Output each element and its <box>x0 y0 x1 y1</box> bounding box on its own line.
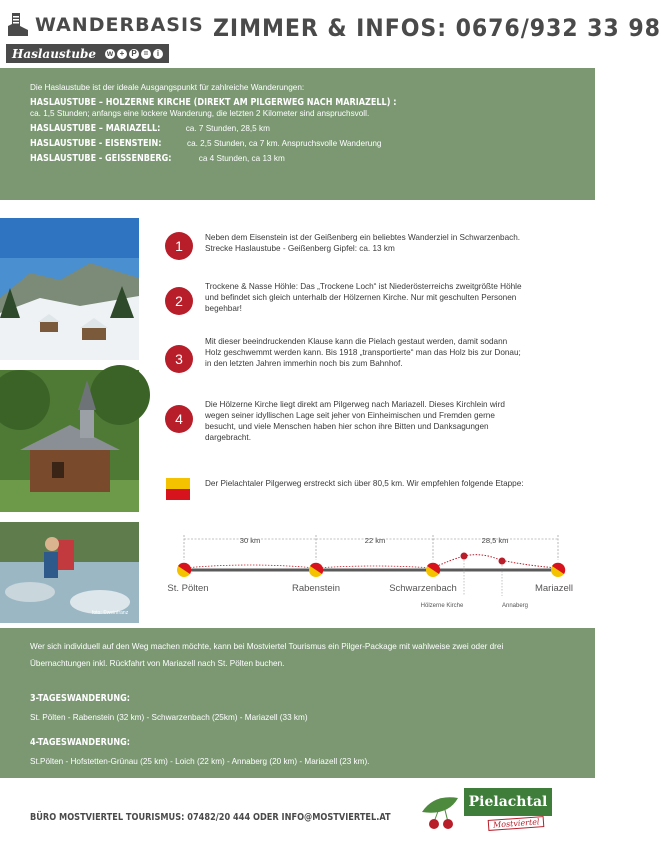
route-item <box>30 153 565 164</box>
route-diagram <box>160 530 585 615</box>
stop-marker <box>551 563 565 577</box>
stop-label: St. Pölten <box>167 583 209 594</box>
package-text: Wer sich individuell auf den Weg machen möchte, kann bei Mostviertel Tourismus ein Pilger-Package mit wahlweise zwei oder drei Übernachtungen inkl. Rückfahrt von Mariazell nach St. Pölten buchen. <box>30 642 504 668</box>
route-desc: ca. 2,5 Stunden, ca 7 km. Anspruchsvolle Wanderung <box>186 139 382 148</box>
logo-subtitle-bar <box>6 44 169 63</box>
intro-section <box>0 68 595 200</box>
route-item <box>30 97 565 119</box>
route-title: HASLAUSTUBE – MARIAZELL: <box>30 123 161 134</box>
photo-wooden-church <box>0 370 139 512</box>
route-item <box>30 123 565 134</box>
item-desc-extra: Strecke Haslaustube - Geißenberg Gipfel: ca. 13 km <box>205 244 395 253</box>
photo-hiker-stream <box>0 522 139 623</box>
stop-label: Schwarzenbach <box>389 583 457 594</box>
item-number-4: 4 <box>165 405 193 433</box>
package-section <box>0 628 595 778</box>
intro-lead: Die Haslaustube ist der ideale Ausgangspunkt für zahlreiche Wanderungen: <box>30 83 305 92</box>
item-text-4: Die Hölzerne Kirche liegt direkt am Pilgerweg nach Mariazell. Dieses Kirchlein wird wegen seiner idyllischen Lage seit jeher von Einheimischen und Fremden gerne besucht, und viele Menschen haben hier schon ihre Bitten und Danksagungen dargebracht. <box>205 400 505 442</box>
photo-winter-landscape <box>0 218 139 360</box>
stop-label: Rabenstein <box>291 583 341 594</box>
parking-icon: P <box>129 49 139 59</box>
tour-item <box>30 732 565 768</box>
item-text-1 <box>205 232 525 254</box>
bed-icon: = <box>141 49 151 59</box>
tour-title: 3-TAGESWANDERUNG: <box>30 693 131 704</box>
pilgrim-flag-icon <box>166 478 190 500</box>
tour-route: St. Pölten - Rabenstein (32 km) - Schwarzenbach (25km) - Mariazell (33 km) <box>30 713 308 722</box>
stop-marker <box>309 563 323 577</box>
segment-label: 28,5 km <box>481 536 509 545</box>
waypoint-marker <box>461 553 468 560</box>
tour-title: 4-TAGESWANDERUNG: <box>30 737 131 748</box>
route-title: HASLAUSTUBE - EISENSTEIN: <box>30 138 162 149</box>
waypoint-label: Hölzerne Kirche <box>420 603 464 609</box>
route-title: HASLAUSTUBE – HÖLZERNE KIRCHE (DIREKT AM PILGERWEG NACH MARIAZELL) : <box>30 97 397 108</box>
wanderbasis-logo <box>6 8 204 62</box>
info-icon: i <box>153 49 163 59</box>
tour-route: St.Pölten - Hofstetten-Grünau (25 km) - Loich (22 km) - Annaberg (20 km) - Mariazell (23 km). <box>30 757 370 766</box>
logo-title: WANDERBASIS <box>35 14 204 36</box>
stop-marker <box>426 563 440 577</box>
footer-contact: BÜRO MOSTVIERTEL TOURISMUS: 07482/20 444 ODER INFO@MOSTVIERTEL.AT <box>30 812 391 823</box>
cross-icon: + <box>117 49 127 59</box>
route-item <box>30 138 565 149</box>
pilgrim-text: Der Pielachtaler Pilgerweg erstreckt sich über 80,5 km. Wir empfehlen folgende Etappe: <box>205 479 524 488</box>
item-number-3: 3 <box>165 345 193 373</box>
item-number-2: 2 <box>165 287 193 315</box>
tour-item <box>30 688 565 724</box>
header <box>0 0 661 68</box>
item-text-2: Trockene & Nasse Höhle: Das „Trockene Loch“ ist Niederösterreichs zweitgrößte Höhle und befindet sich gleich unterhalb der Hölzernen Kirche. Nur mit geschulten Personen begehbar! <box>205 282 522 313</box>
route-desc: ca 4 Stunden, ca 13 km <box>198 154 285 163</box>
cherry-leaf-icon <box>418 792 462 832</box>
route-title: HASLAUSTUBE - GEISSENBERG: <box>30 153 172 164</box>
item-desc: Neben dem Eisenstein ist der Geißenberg ein beliebtes Wanderziel in Schwarzenbach. <box>205 233 521 242</box>
item-number-1: 1 <box>165 232 193 260</box>
photo-credit: foto: ©weinfranz <box>92 610 129 616</box>
wifi-icon: w <box>106 48 114 58</box>
logo-subtitle: Haslaustube <box>12 46 96 61</box>
header-contact: ZIMMER & INFOS: 0676/932 33 98 <box>213 14 661 42</box>
stop-marker <box>177 563 191 577</box>
pielachtal-logo <box>418 788 558 836</box>
route-desc: ca. 7 Stunden, 28,5 km <box>185 124 270 133</box>
hiking-boot-icon <box>6 12 30 38</box>
waypoint-marker <box>499 558 506 565</box>
segment-label: 30 km <box>239 536 261 545</box>
logo-sub: Mostviertel <box>488 816 545 831</box>
segment-label: 22 km <box>364 536 386 545</box>
stop-label: Mariazell <box>534 583 574 594</box>
route-desc: ca. 1,5 Stunden; anfangs eine lockere Wanderung, die letzten 2 Kilometer sind anspruchsvoll. <box>30 109 370 118</box>
item-text-3: Mit dieser beeindruckenden Klause kann die Pielach gestaut werden, damit sodann Holz geschwemmt werden kann. Bis 1918 „transportierte“ man das Holz bis zur Donau; in den letzten Jahren immerhin noch bis zum Bahnhof. <box>205 337 521 368</box>
waypoint-label: Annaberg <box>501 603 529 609</box>
logo-main: Pielachtal <box>464 788 552 816</box>
